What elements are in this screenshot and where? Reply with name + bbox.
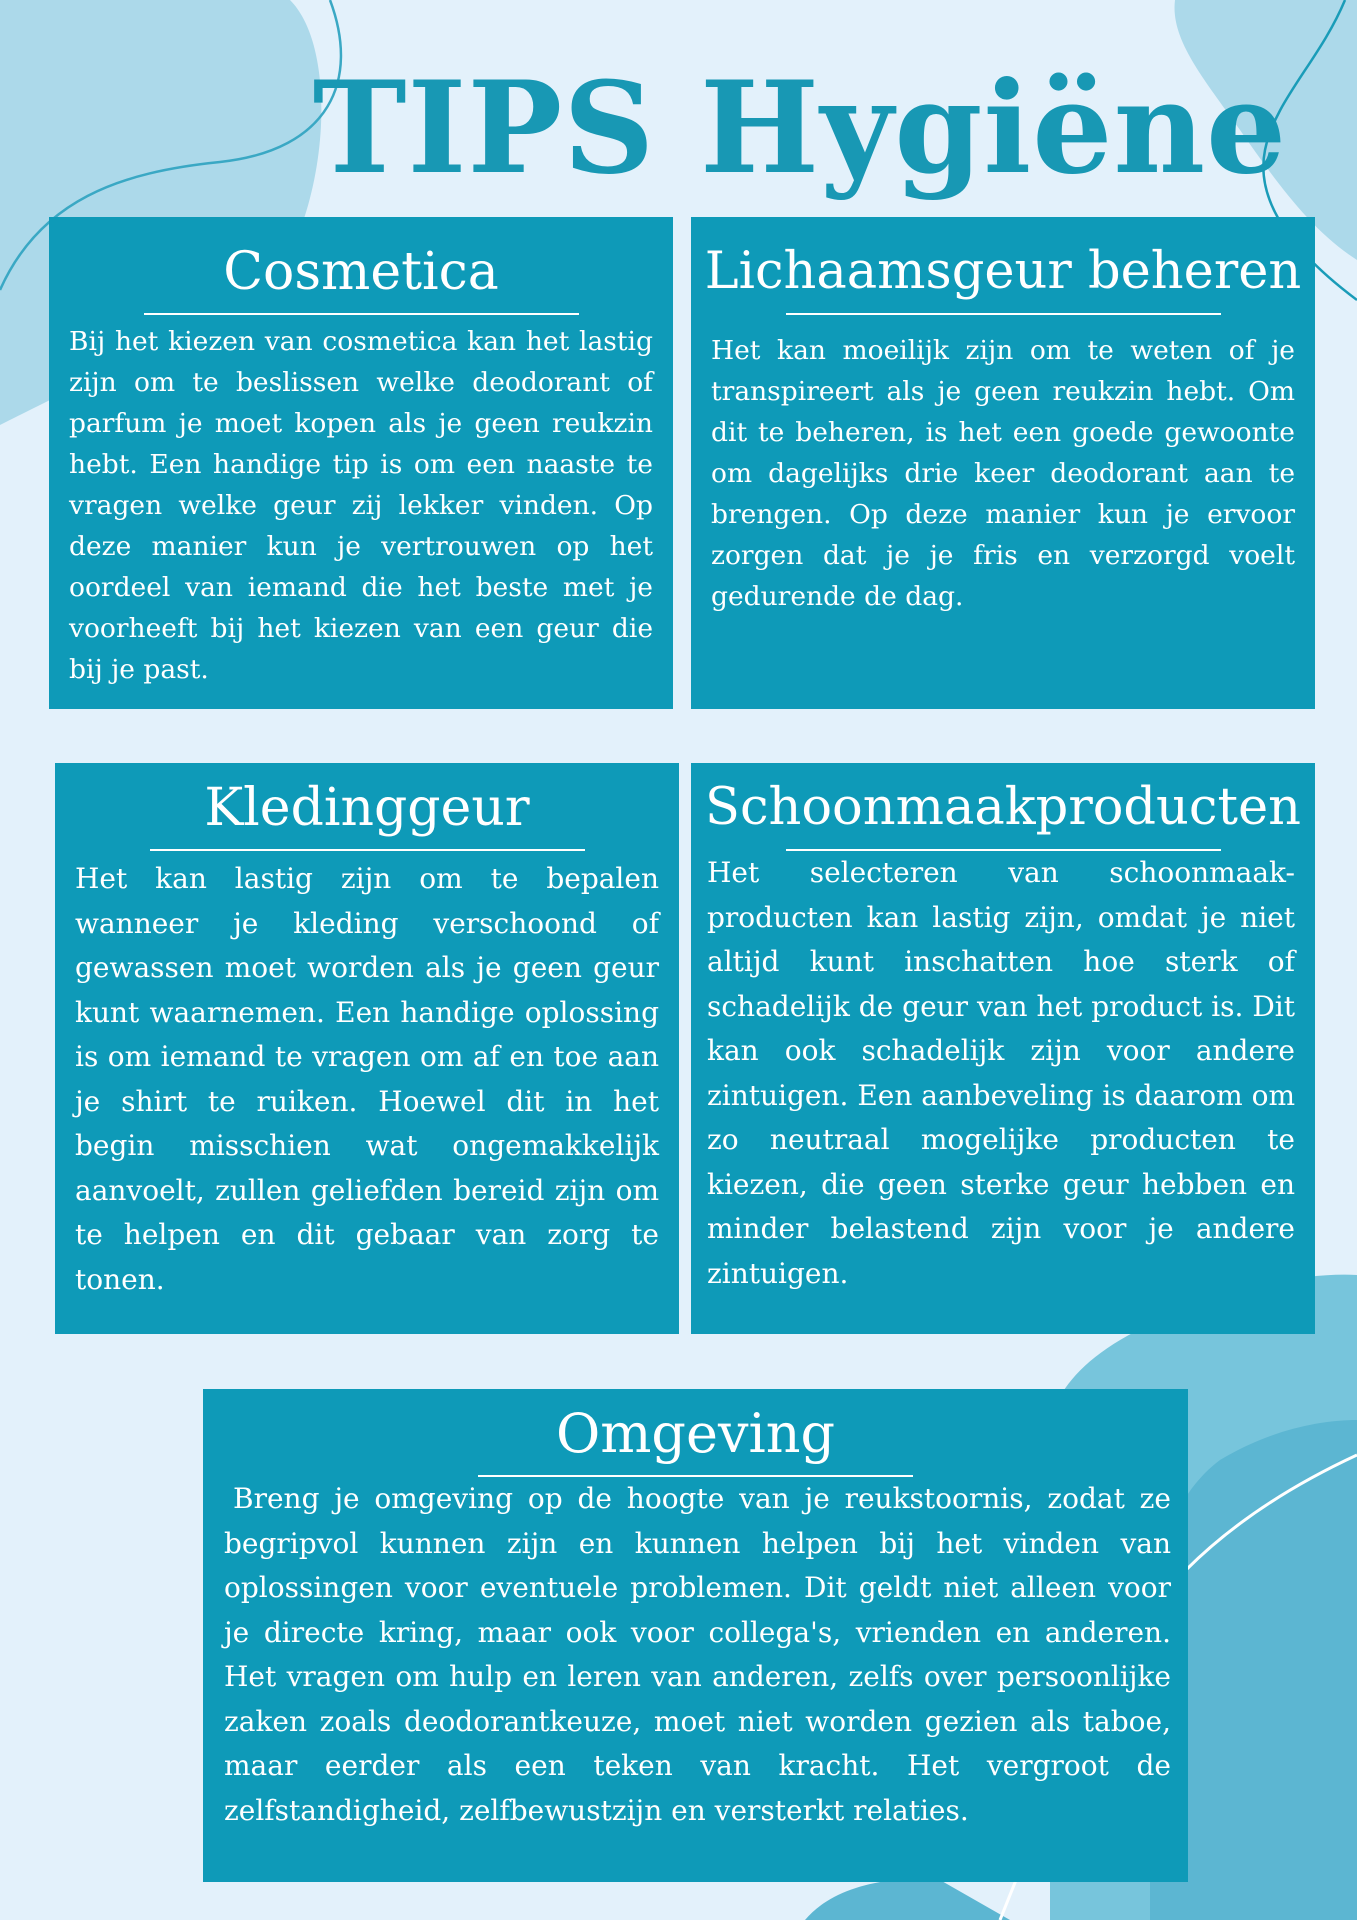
- card-heading: Cosmetica: [223, 242, 499, 302]
- card-heading: Lichaamsgeur beheren: [704, 242, 1302, 301]
- card-body: Breng je omgeving op de hoogte van je reukstoornis, zodat ze begripvol kunnen zijn en kunnen helpen bij het vinden van oplossingen voor eventuele problemen. Dit geldt niet alleen voor je directe kring, maar ook voor collega's, vrienden en anderen. Het vragen om hulp en leren van anderen, zelfs over persoonlijke zaken zoals deodorantkeuze, moet niet worden gezien als taboe, maar eerder als een teken van kracht. Het vergroot de zelfstandigheid, zelfbewustzijn en versterkt relaties.: [224, 1482, 1171, 1827]
- card-lichaamsgeur-beheren: [691, 217, 1315, 709]
- card-heading: Kledinggeur: [204, 778, 530, 838]
- card-kledinggeur: [55, 763, 679, 1334]
- blob-bottom-center: [805, 1879, 1010, 1920]
- card-body: Bij het kiezen van cosmetica kan het lastig zijn om te beslissen welke deodorant of parfum je moet kopen als je geen reukzin hebt. Een handige tip is om een naaste te vragen welke geur zij lekker vinden. Op deze manier kun je vertrouwen op het oordeel van iemand die het beste met je voorheeft bij het kiezen van een geur die bij je past.: [69, 326, 653, 685]
- card-schoonmaakproducten: [691, 763, 1315, 1334]
- card-omgeving: [203, 1389, 1188, 1882]
- card-cosmetica: [49, 217, 673, 709]
- card-body: Het selecteren van schoonmaak-producten kan lastig zijn, omdat je niet altijd kunt inschatten hoe sterk of schadelijk de geur van het product is. Dit kan ook schadelijk zijn voor andere zintuigen. Een aanbeveling is daarom om zo neutraal mogelijke producten te kiezen, die geen sterke geur hebben en minder belastend zijn voor je andere zintuigen.: [707, 856, 1295, 1290]
- card-body: Het kan lastig zijn om te bepalen wanneer je kleding verschoond of gewassen moet worden als je geen geur kunt waarnemen. Een handige oplossing is om iemand te vragen om af en toe aan je shirt te ruiken. Hoewel dit in het begin misschien wat ongemakkelijk aanvoelt, zullen geliefden bereid zijn om te helpen en dit gebaar van zorg te tonen.: [75, 862, 659, 1296]
- card-heading: Omgeving: [555, 1402, 836, 1465]
- card-heading: Schoonmaakproducten: [705, 778, 1301, 837]
- page-title: TIPS Hygiëne: [312, 54, 1288, 202]
- card-body: Het kan moeilijk zijn om te weten of je transpireert als je geen reukzin hebt. Om dit te beheren, is het een goede gewoonte om dagelijks drie keer deodorant aan te brengen. Op deze manier kun je ervoor zorgen dat je je fris en verzorgd voelt gedurende de dag.: [711, 335, 1295, 612]
